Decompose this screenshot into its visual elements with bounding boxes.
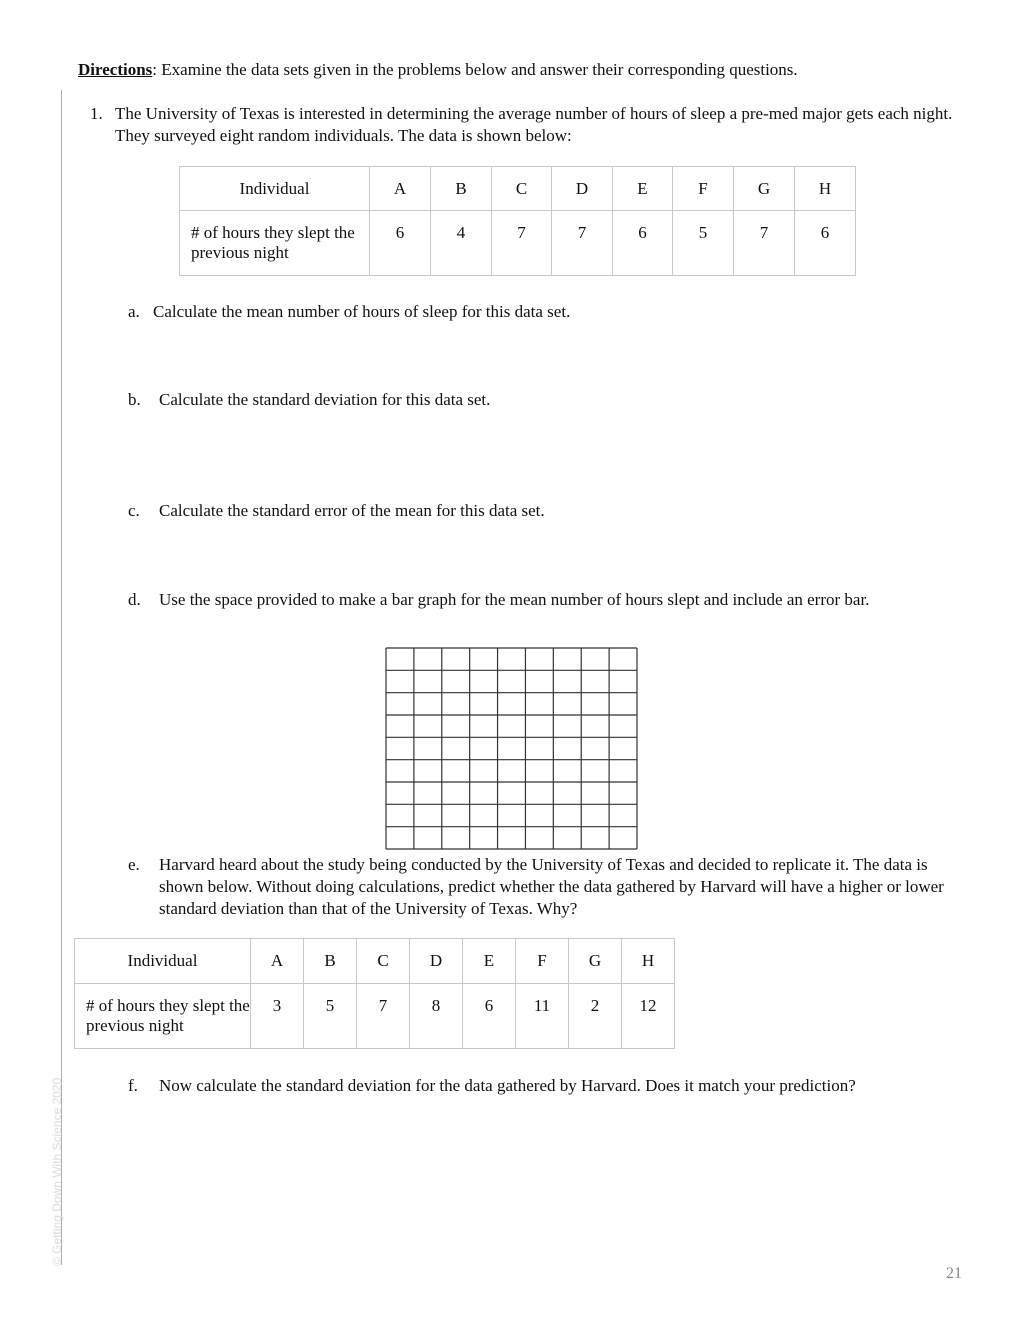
- individual-cell: G: [734, 167, 795, 211]
- hours-cell: 3: [251, 984, 304, 1049]
- hours-cell: 5: [304, 984, 357, 1049]
- hours-cell: 6: [613, 211, 673, 276]
- part-e-letter: e.: [128, 855, 140, 874]
- individual-cell: F: [516, 939, 569, 984]
- part-b-letter: b.: [128, 390, 141, 409]
- header-label-cell: Individual: [75, 939, 251, 984]
- individual-cell: G: [569, 939, 622, 984]
- part-b-text: Calculate the standard deviation for this data set.: [159, 390, 491, 409]
- hours-cell: 6: [370, 211, 431, 276]
- question-number: 1.: [90, 104, 103, 123]
- individual-cell: B: [304, 939, 357, 984]
- part-a-text: Calculate the mean number of hours of sleep for this data set.: [153, 302, 571, 321]
- hours-cell: 7: [492, 211, 552, 276]
- individual-cell: E: [463, 939, 516, 984]
- header-label-cell: Individual: [180, 167, 370, 211]
- individual-cell: H: [622, 939, 675, 984]
- hours-cell: 7: [734, 211, 795, 276]
- table-header-row: [180, 167, 856, 211]
- graph-grid-lines: [385, 647, 638, 850]
- individual-cell: E: [613, 167, 673, 211]
- individual-cell: C: [492, 167, 552, 211]
- page-number: 21: [946, 1265, 962, 1282]
- part-d-text: Use the space provided to make a bar graph for the mean number of hours slept and include an error bar.: [159, 590, 870, 609]
- individual-cell: D: [552, 167, 613, 211]
- hours-cell: 6: [463, 984, 516, 1049]
- hours-cell: 12: [622, 984, 675, 1049]
- individual-cell: H: [795, 167, 856, 211]
- individual-cell: B: [431, 167, 492, 211]
- individual-cell: A: [370, 167, 431, 211]
- individual-cell: D: [410, 939, 463, 984]
- question-text: The University of Texas is interested in determining the average number of hours of sleep a pre-med major gets each night. They surveyed eight random individuals. The data is shown below:: [115, 104, 953, 145]
- copyright-watermark: © Getting Down With Science 2020: [50, 1077, 64, 1266]
- row-label-cell: # of hours they slept the previous night: [75, 984, 251, 1049]
- hours-cell: 5: [673, 211, 734, 276]
- harvard-data-table: [74, 938, 675, 1049]
- bar-graph-grid[interactable]: [385, 647, 638, 850]
- directions-text: : Examine the data sets given in the problems below and answer their corresponding questions.: [152, 60, 798, 79]
- individual-cell: C: [357, 939, 410, 984]
- part-d-letter: d.: [128, 590, 141, 609]
- hours-cell: 7: [552, 211, 613, 276]
- part-c-letter: c.: [128, 501, 140, 520]
- hours-cell: 8: [410, 984, 463, 1049]
- hours-cell: 11: [516, 984, 569, 1049]
- part-f-letter: f.: [128, 1076, 138, 1095]
- table-hours-row: [180, 211, 856, 276]
- directions-label: Directions: [78, 60, 153, 79]
- hours-cell: 4: [431, 211, 492, 276]
- individual-cell: A: [251, 939, 304, 984]
- individual-cell: F: [673, 167, 734, 211]
- hours-cell: 2: [569, 984, 622, 1049]
- part-f-text: Now calculate the standard deviation for the data gathered by Harvard. Does it match your prediction?: [159, 1076, 856, 1095]
- directions: [78, 59, 978, 81]
- texas-data-table: [179, 166, 856, 276]
- hours-cell: 6: [795, 211, 856, 276]
- row-label-cell: # of hours they slept the previous night: [180, 211, 370, 276]
- part-e-text: Harvard heard about the study being conducted by the University of Texas and decided to replicate it. The data is shown below. Without doing calculations, predict whether the data gathered by Harvard will have a higher or lower standard deviation than that of the University of Texas. Why?: [159, 855, 944, 918]
- hours-cell: 7: [357, 984, 410, 1049]
- part-c-text: Calculate the standard error of the mean for this data set.: [159, 501, 545, 520]
- table-header-row: [75, 939, 675, 984]
- table-hours-row: [75, 984, 675, 1049]
- part-a-letter: a.: [128, 302, 140, 321]
